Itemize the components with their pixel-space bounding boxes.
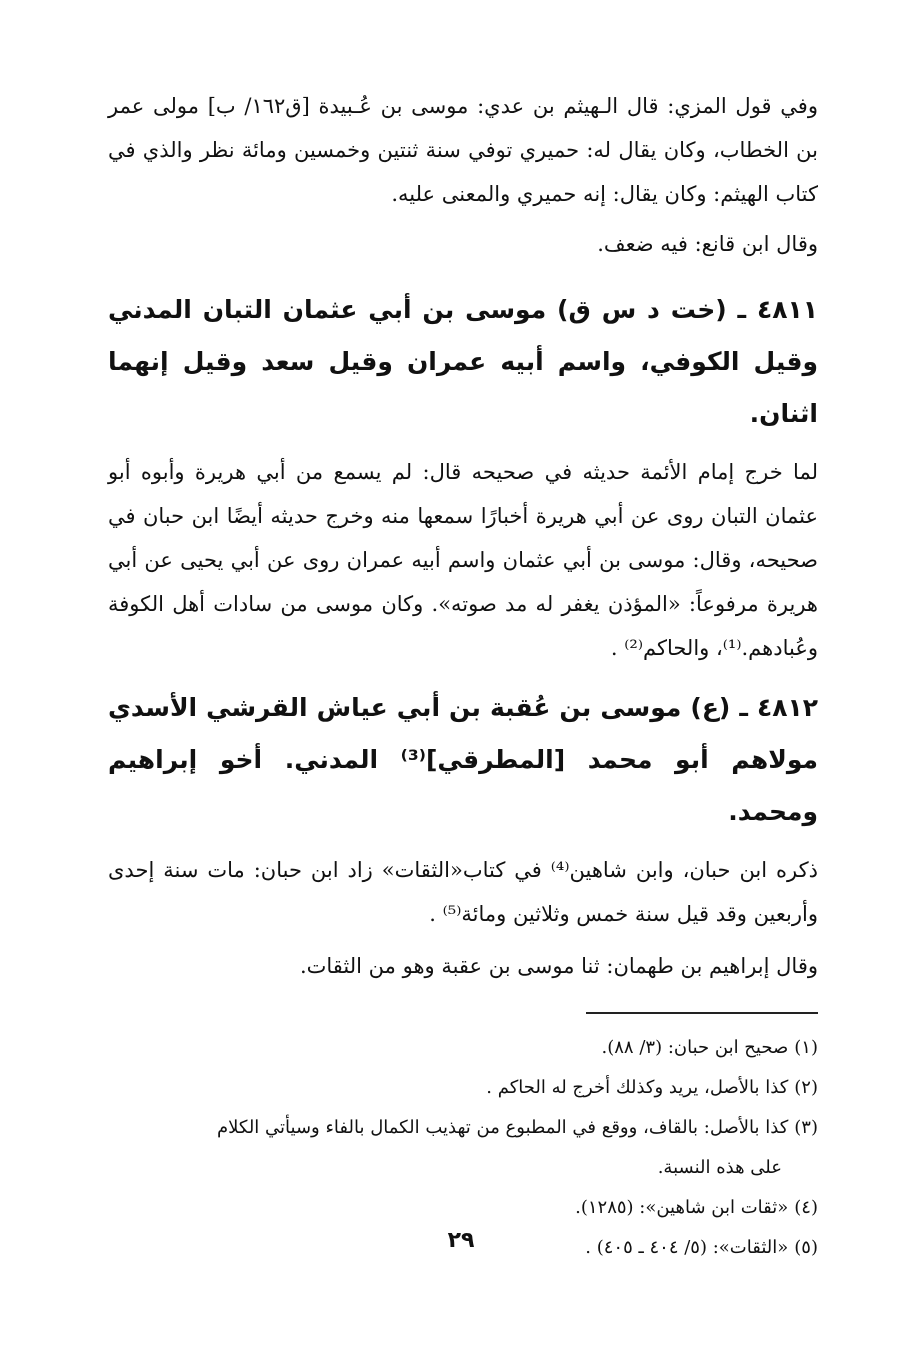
footnote-text: صحيح ابن حبان: (٣/ ٨٨). bbox=[601, 1037, 789, 1058]
footnote-2 bbox=[108, 1068, 818, 1108]
intro-paragraph-2: وقال ابن قانع: فيه ضعف. bbox=[597, 232, 818, 256]
document-page bbox=[108, 84, 818, 1268]
intro-paragraph-1: وفي قول المزي: قال الـهيثم بن عدي: موسى بن عُـبيدة [ق١٦٢/ ب] مولى عمر بن الخطاب، وكان يقال له: حميري توفي سنة ثنتين وخمسين ومائة نظر والذي في كتاب الهيثم: وكان يقال: إنه حميري والمعنى عليه. bbox=[108, 94, 818, 206]
footnote-1 bbox=[108, 1028, 818, 1068]
footnote-number: (٢) bbox=[794, 1077, 818, 1098]
footnote-number: (١) bbox=[794, 1037, 818, 1058]
entry-4811-paragraph: لما خرج إمام الأئمة حديثه في صحيحه قال: لم يسمع من أبي هريرة وأبوه أبو عثمان التبان روى عن أبي هريرة أخبارًا سمعها منه وخرج حديثه أيضًا ابن حبان في صحيحه، وقال: موسى بن أبي عثمان واسم أبيه عمران روى عن أبي يحيى عن أبي هريرة مرفوعاً: «المؤذن يغفر له مد صوته». وكان موسى من سادات أهل الكوفة وعُبادهم.⁽¹⁾، والحاكم⁽²⁾ . bbox=[108, 460, 818, 660]
footnote-text: كذا بالأصل: بالقاف، ووقع في المطبوع من تهذيب الكمال بالفاء وسيأتي الكلام bbox=[217, 1117, 789, 1138]
footnote-number: (٤) bbox=[794, 1197, 818, 1218]
footnote-continuation: على هذه النسبة. bbox=[657, 1157, 782, 1178]
entry-4812-heading: ٤٨١٢ ـ (ع) موسى بن عُقبة بن أبي عياش القرشي الأسدي مولاهم أبو محمد [المطرقي]⁽³⁾ المدني. أخو إبراهيم ومحمد. bbox=[108, 693, 818, 826]
entry-4812-paragraph-2: وقال إبراهيم بن طهمان: ثنا موسى بن عقبة وهو من الثقات. bbox=[299, 954, 818, 978]
footnote-text: كذا بالأصل، يريد وكذلك أخرج له الحاكم . bbox=[486, 1077, 789, 1098]
footnote-number: (٣) bbox=[794, 1117, 818, 1138]
footnote-number: (٥) bbox=[794, 1237, 818, 1258]
entry-4811-heading: ٤٨١١ ـ (خت د س ق) موسى بن أبي عثمان التبان المدني وقيل الكوفي، واسم أبيه عمران وقيل سعد وقيل إنهما اثنان. bbox=[108, 295, 818, 428]
footnote-text: «الثقات»: (٥/ ٤٠٤ ـ ٤٠٥) . bbox=[585, 1237, 789, 1258]
entry-4812-paragraph-1: ذكره ابن حبان، وابن شاهين⁽⁴⁾ في كتاب«الثقات» زاد ابن حبان: مات سنة إحدى وأربعين وقد قيل سنة خمس وثلاثين ومائة⁽⁵⁾ . bbox=[108, 858, 818, 926]
footnote-4 bbox=[108, 1188, 818, 1228]
footnote-text: «ثقات ابن شاهين»: (١٢٨٥). bbox=[575, 1197, 789, 1218]
footnote-3 bbox=[108, 1108, 818, 1188]
page-number: ٢٩ bbox=[447, 1228, 475, 1253]
footnote-separator bbox=[586, 1012, 818, 1014]
